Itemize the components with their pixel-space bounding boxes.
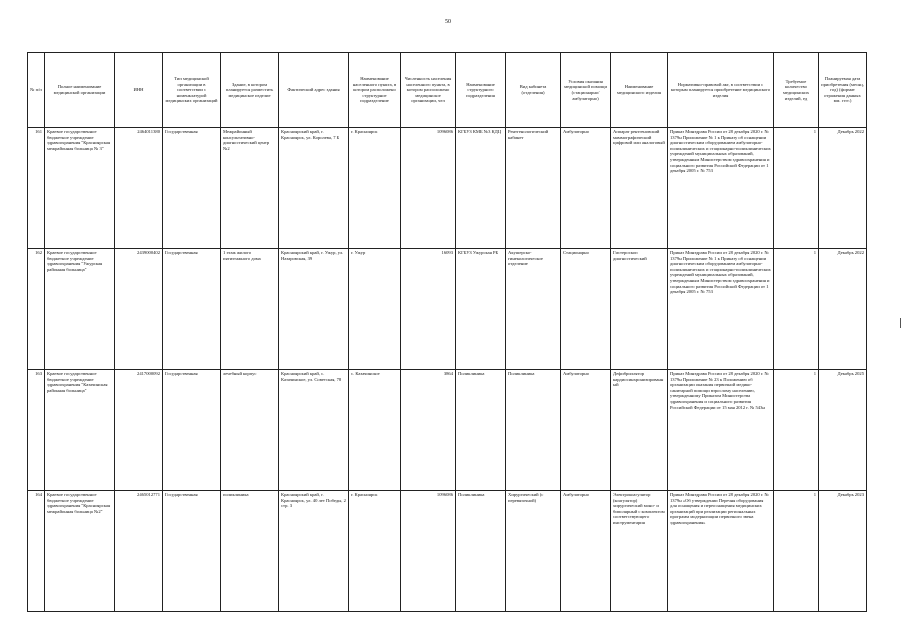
row-num: 161 — [28, 128, 45, 249]
table-row — [28, 491, 867, 612]
row-org: Краевое государственное бюджетное учреждение здравоохранения "Красноярская межрайонная больница №2" — [45, 491, 115, 612]
row-inn: 2465012771 — [115, 491, 163, 612]
row-type: Государственная — [163, 128, 221, 249]
row-building: 1 этаж жилого пятиэтажного дома — [221, 249, 279, 370]
header-conditions: Условия оказания медицинской помощи (стационарно/ амбулаторно) — [561, 53, 611, 128]
row-org: Краевое государственное бюджетное учреждение здравоохранения "Казачинская районная больница" — [45, 370, 115, 491]
row-type: Государственная — [163, 491, 221, 612]
header-inn: ИНН — [115, 53, 163, 128]
row-act: Приказ Минздрава России от 28 декабря 2020 г. № 1379н Приложение № 1 к Приказу об оснащении диагностическим оборудованием амбулаторно-поликлинических и стационарно-поликлинических учреждений муниципальных образований, утвержденным Министерством здравоохранения и социального развития Российской Федерации от 1 декабря 2005 г. № 753 — [668, 128, 774, 249]
row-num: 164 — [28, 491, 45, 612]
row-conditions: Амбулаторно — [561, 491, 611, 612]
header-qty: Требуемое количество медицинских изделий, ед — [774, 53, 819, 128]
row-population: 1096086 — [401, 491, 456, 612]
header-locality: Наименование населенного пункта, в котором расположено структурное подразделение — [349, 53, 401, 128]
row-unit: Поликлиника — [456, 491, 506, 612]
row-locality: г. Ужур — [349, 249, 401, 370]
row-org: Краевое государственное бюджетное учреждение здравоохранения "Красноярская межрайонная больница № 3" — [45, 128, 115, 249]
row-num: 162 — [28, 249, 45, 370]
header-type: Тип медицинской организации в соответствии с номенклатурой медицинских организаций — [163, 53, 221, 128]
row-inn: 2417000092 — [115, 370, 163, 491]
row-address: Красноярский край, г. Красноярск, ул. Королева, 7 Б — [279, 128, 349, 249]
table-header-row — [28, 53, 867, 128]
row-cabinet: Акушерско-гинекологическое отделение — [506, 249, 561, 370]
header-address: Фактический адрес здания — [279, 53, 349, 128]
row-building: поликлиника — [221, 491, 279, 612]
row-act: Приказ Минздрава России от 28 декабря 2020 г. № 1379н «Об утверждении Перечня оборудования для оснащения и переоснащения медицинских организаций при реализации региональных программ модернизации первичного звена здравоохранения» — [668, 491, 774, 612]
header-building: Здание, в котором планируется разместить медицинское изделие — [221, 53, 279, 128]
row-qty: 1 — [774, 249, 819, 370]
medical-equipment-table — [27, 52, 867, 612]
margin-mark — [900, 318, 901, 328]
row-qty: 1 — [774, 491, 819, 612]
row-org: Краевое государственное бюджетное учреждение здравоохранения "Ужурская районная больница" — [45, 249, 115, 370]
table-row — [28, 128, 867, 249]
row-type: Государственная — [163, 249, 221, 370]
row-device: Гистероскоп диагностический — [611, 249, 668, 370]
row-population: 3864 — [401, 370, 456, 491]
header-cabinet: Вид кабинета (отделения) — [506, 53, 561, 128]
header-unit: Наименование структурного подразделения — [456, 53, 506, 128]
header-date: Планируемая дата приобретения (месяц, год) (формат отражения данных мм. гггг.) — [819, 53, 867, 128]
row-cabinet: Поликлиника — [506, 370, 561, 491]
header-act: Нормативно-правовой акт, в соответствии с которым планируется приобретение медицинского изделия — [668, 53, 774, 128]
row-conditions: Амбулаторно — [561, 370, 611, 491]
row-conditions: Амбулаторно — [561, 128, 611, 249]
row-qty: 1 — [774, 128, 819, 249]
row-inn: 2439000402 — [115, 249, 163, 370]
row-device: Электрокоагулятор (коагулятор) хирургический моно- и биполярный с комплектом соответствующего инструментария — [611, 491, 668, 612]
row-locality: г. Красноярск — [349, 128, 401, 249]
row-act: Приказ Минздрава России от 28 декабря 2020 г. № 1379н Приложение № 1 к Приказу об оснащении диагностическим оборудованием амбулаторно-поликлинических и стационарно-поликлинических учреждений муниципальных образований, утвержденным Министерством здравоохранения и социального развития Российской Федерации от 1 декабря 2005 г. № 753 — [668, 249, 774, 370]
table-row — [28, 370, 867, 491]
table-row — [28, 249, 867, 370]
row-unit: КГБУЗ КМБ №3 КДЦ — [456, 128, 506, 249]
row-building: лечебный корпус — [221, 370, 279, 491]
row-qty: 1 — [774, 370, 819, 491]
header-device: Наименование медицинского изделия — [611, 53, 668, 128]
row-unit: Поликлиника — [456, 370, 506, 491]
row-cabinet: Рентгенологический кабинет — [506, 128, 561, 249]
row-date: Декабрь 2022 — [819, 128, 867, 249]
row-locality: с. Казачинское — [349, 370, 401, 491]
row-conditions: Стационарно — [561, 249, 611, 370]
row-cabinet: Хирургический (с перевязочной) — [506, 491, 561, 612]
row-date: Декабрь 2022 — [819, 249, 867, 370]
row-population: 1096086 — [401, 128, 456, 249]
header-num: № п/п — [28, 53, 45, 128]
row-type: Государственная — [163, 370, 221, 491]
row-act: Приказ Минздрава России от 28 декабря 2020 г. № 1379н Приложение № 23 к Положению об организации оказания первичной медико-санитарной помощи взрослому населению, утвержденному Приказом Министерства здравоохранения и социального развития Российской Федерации от 15 мая 2012 г. № 543н — [668, 370, 774, 491]
header-org: Полное наименование медицинской организации — [45, 53, 115, 128]
row-num: 163 — [28, 370, 45, 491]
row-unit: КГБУЗ Ужурская РБ — [456, 249, 506, 370]
row-date: Декабрь 2025 — [819, 370, 867, 491]
row-address: Красноярский край, с. Казачинское, ул. Советская, 78 — [279, 370, 349, 491]
row-population: 16093 — [401, 249, 456, 370]
row-locality: г. Красноярск — [349, 491, 401, 612]
page-number: 50 — [445, 19, 451, 25]
header-population: Численность населения населенного пункта, в котором расположено медицинское организации, чел — [401, 53, 456, 128]
row-device: Аппарат рентгеновский маммографический цифровой или аналоговый — [611, 128, 668, 249]
row-date: Декабрь 2023 — [819, 491, 867, 612]
row-building: Межрайонный консультативно-диагностический центр №2 — [221, 128, 279, 249]
row-inn: 2464011380 — [115, 128, 163, 249]
row-device: Дефибриллятор кардиосинхронизированный — [611, 370, 668, 491]
row-address: Красноярский край, г. Красноярск, ул. 40 лет Победы, 2 стр. 3 — [279, 491, 349, 612]
row-address: Красноярский край, г. Ужур, ул. Назаровская, 39 — [279, 249, 349, 370]
